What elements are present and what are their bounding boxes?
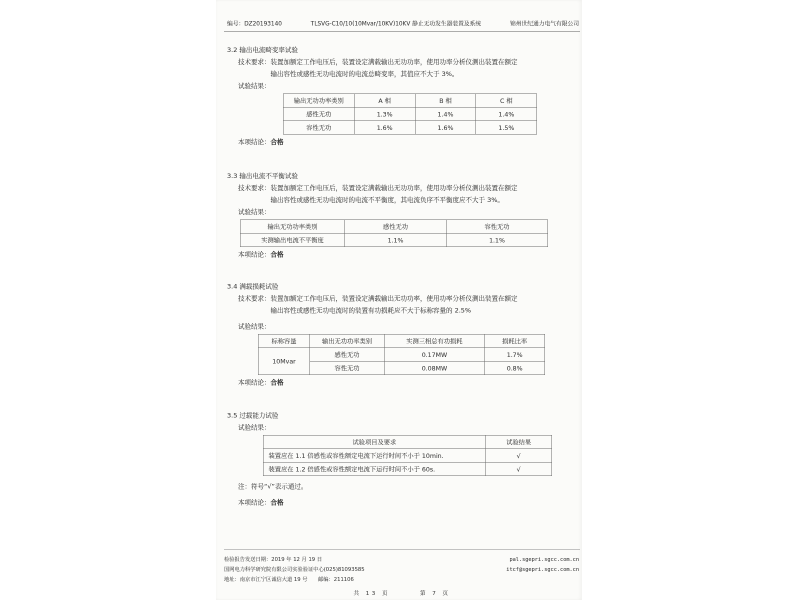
req-line: 装置加额定工作电压后，装置设定满载输出无功功率，使用功率分析仪测出装置在额定 — [270, 58, 518, 66]
table-cell: 1.4% — [476, 107, 537, 121]
load-loss-table — [258, 334, 545, 375]
table-header-row — [240, 220, 548, 234]
test-result-label: 试验结果： — [238, 424, 271, 432]
conclusion-label: 本项结论： — [238, 499, 271, 507]
table-cell: 1.6% — [354, 121, 415, 135]
table-row — [263, 462, 552, 476]
req-line: 装置加额定工作电压后，装置设定满载输出无功功率，使用功率分析仪测出装置在额定 — [270, 184, 518, 192]
table-cell: 1.1% — [446, 233, 547, 247]
test-result-label: 试验结果： — [238, 208, 271, 216]
tech-requirement-text — [271, 57, 518, 81]
req-line: 输出容性或感性无功电流时的电流总畸变率，其值应不大于 3%。 — [270, 70, 459, 78]
section-3-2-requirement — [238, 57, 580, 81]
table-header-row — [283, 94, 537, 108]
test-result-label: 试验结果： — [238, 323, 271, 331]
table-cell: 感性无功 — [310, 348, 384, 362]
tech-requirement-text — [271, 183, 518, 207]
table-row — [258, 348, 545, 362]
contact-block — [506, 555, 579, 575]
req-line: 输出容性或感性无功电流时的装置有功损耗应不大于标称容量的 2.5% — [270, 307, 472, 315]
page-numbers — [224, 588, 580, 600]
harmonic-distortion-table — [283, 94, 537, 135]
conclusion-label: 本项结论： — [238, 379, 271, 387]
section-3-4-requirement — [238, 293, 580, 317]
capacity-cell: 10Mvar — [258, 348, 310, 375]
checkmark-cell: √ — [485, 449, 551, 463]
table-header-row — [258, 334, 545, 348]
table-cell: 0.08MW — [384, 361, 484, 375]
section-3-3-title: 3.3 输出电流不平衡试验 — [227, 172, 298, 180]
table-header-cell: 容性无功 — [446, 220, 547, 234]
page-header — [224, 20, 580, 32]
report-number: 编号：DZ20193140 — [227, 20, 282, 27]
conclusion-label: 本项结论： — [238, 251, 271, 259]
table-header-cell: 损耗比率 — [485, 334, 545, 348]
table-header-cell: 输出无功功率类别 — [310, 334, 384, 348]
table-cell: 0.17MW — [384, 348, 484, 362]
test-result-label: 试验结果： — [238, 82, 271, 90]
table-header-cell: A 相 — [354, 94, 415, 108]
table-cell: 感性无功 — [283, 107, 354, 121]
table-cell: 容性无功 — [283, 121, 354, 135]
product-title: TLSVG-C10/10(10Mvar/10KV)10KV 静止无功发生器装置及系统 — [310, 20, 482, 27]
table-cell: 1.7% — [485, 348, 545, 362]
table-cell: 装置应在 1.2 倍感性或容性额定电流下运行时间不小于 60s. — [263, 462, 485, 476]
table-cell: 1.5% — [476, 121, 537, 135]
org-email: itcf@sgepri.sgcc.com.cn — [506, 566, 579, 573]
table-row — [240, 233, 548, 247]
company-name: 锦州世纪通力电气有限公司 — [510, 20, 579, 27]
tech-requirement-label: 技术要求： — [238, 58, 271, 66]
section-3-4-conclusion — [238, 377, 580, 389]
table-row — [263, 449, 552, 463]
table-header-cell: 感性无功 — [345, 220, 446, 234]
section-3-5-conclusion — [238, 497, 580, 509]
conclusion-label: 本项结论： — [238, 138, 271, 146]
table-cell: 容性无功 — [310, 361, 384, 375]
req-line: 输出容性或感性无功电流时的电流不平衡度，其电流负序不平衡度应不大于 3%。 — [270, 196, 504, 204]
report-document — [224, 20, 580, 600]
table-cell: 1.1% — [345, 233, 446, 247]
section-3-4 — [224, 281, 580, 389]
current-unbalance-table — [240, 220, 548, 248]
page-footer — [224, 549, 580, 600]
section-3-2-conclusion — [238, 137, 580, 149]
table-cell: 实测输出电流不平衡度 — [240, 233, 345, 247]
table-cell: 装置应在 1.1 倍感性或容性额定电流下运行时间不小于 10min. — [263, 449, 485, 463]
tech-requirement-text — [271, 293, 518, 317]
section-3-2 — [224, 45, 580, 149]
table-row — [283, 121, 537, 135]
org-website: pal.sgepri.sgcc.com.cn — [509, 556, 579, 563]
conclusion-value: 合格 — [270, 379, 284, 387]
table-header-cell: 输出无功功率类别 — [283, 94, 354, 108]
section-3-3-requirement — [238, 183, 580, 207]
section-3-3 — [224, 171, 580, 262]
total-pages: 共 13 页 — [353, 590, 390, 597]
test-organization: 国网电力科学研究院有限公司实验验证中心(025)81093585 — [224, 566, 365, 573]
checkmark-cell: √ — [485, 462, 551, 476]
tech-requirement-label: 技术要求： — [238, 184, 271, 192]
current-page: 第 7 页 — [420, 590, 451, 597]
section-3-5 — [224, 410, 580, 509]
report-send-date: 检验报告发送日期：2019 年 12 月 19 日 — [224, 556, 323, 563]
section-3-4-title: 3.4 满载损耗试验 — [227, 283, 279, 291]
conclusion-value: 合格 — [270, 499, 284, 507]
table-row — [283, 107, 537, 121]
table-header-cell: 试验结果 — [485, 435, 551, 449]
section-3-5-title: 3.5 过载能力试验 — [227, 412, 279, 420]
table-header-cell: 实测三相总有功损耗 — [384, 334, 484, 348]
table-header-cell: 标称容量 — [258, 334, 310, 348]
table-header-cell: 试验项目及要求 — [263, 435, 485, 449]
table-cell: 0.8% — [485, 361, 545, 375]
req-line: 装置加额定工作电压后，装置设定满载输出无功功率，使用功率分析仪测出装置在额定 — [270, 295, 518, 303]
table-cell: 1.4% — [415, 107, 476, 121]
section-3-3-conclusion — [238, 249, 580, 261]
overload-capability-table — [263, 435, 552, 476]
conclusion-value: 合格 — [270, 251, 284, 259]
table-cell: 1.3% — [354, 107, 415, 121]
tech-requirement-label: 技术要求： — [238, 295, 271, 303]
conclusion-value: 合格 — [270, 138, 284, 146]
org-address: 地址：南京市江宁区诚信大道 19 号 邮编：211106 — [224, 576, 354, 583]
table-header-cell: C 相 — [476, 94, 537, 108]
table-header-row — [263, 435, 552, 449]
table-note: 注：符号“√”表示通过。 — [238, 483, 308, 491]
table-header-cell: 输出无功功率类别 — [240, 220, 345, 234]
table-cell: 1.6% — [415, 121, 476, 135]
section-3-2-title: 3.2 输出电流畸变率试验 — [227, 46, 298, 54]
table-header-cell: B 相 — [415, 94, 476, 108]
